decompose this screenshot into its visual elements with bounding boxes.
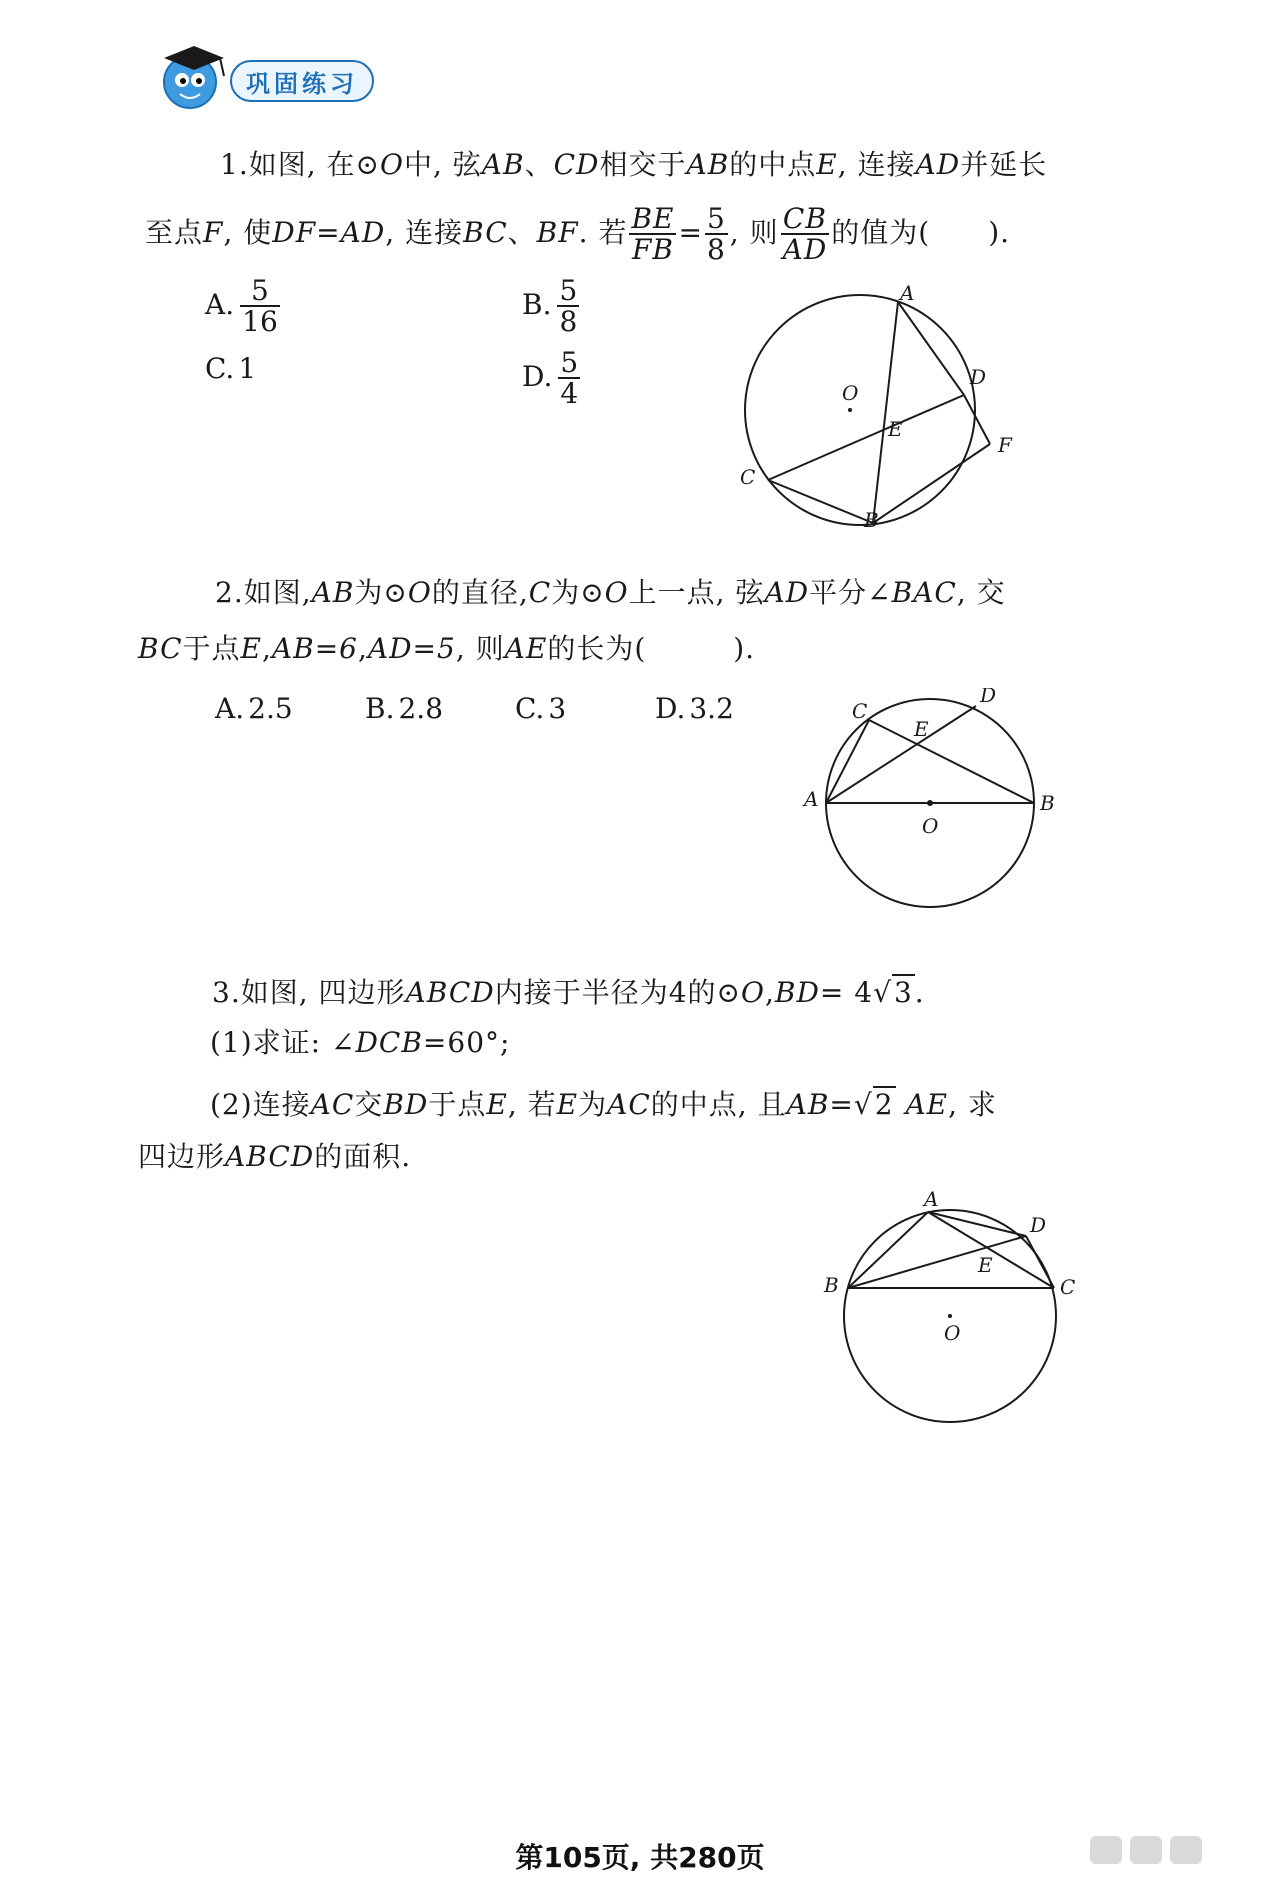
- q3-segment-ad: [928, 1212, 1026, 1236]
- q1-label-c: C: [740, 465, 756, 489]
- q2-center-dot: [927, 800, 933, 806]
- q2-segment-cb: [869, 720, 1034, 803]
- q3-label-e: E: [978, 1253, 993, 1277]
- fraction-be-fb: $\frac{BE}{FB}$: [631, 202, 675, 267]
- menu-icon[interactable]: [1170, 1836, 1202, 1864]
- viewer-toolbar: [1090, 1830, 1202, 1870]
- q2-option-b[interactable]: B. 2.8: [365, 692, 444, 725]
- q2-label-d: D: [980, 688, 997, 707]
- view-mode-icon[interactable]: [1090, 1836, 1122, 1864]
- q3-label-b: B: [824, 1273, 839, 1297]
- q3-center-dot: [948, 1314, 952, 1318]
- q2-label-c: C: [852, 699, 868, 723]
- fraction-cb-ad: $\frac{CB}{AD}$: [782, 202, 828, 267]
- q1-line2: 至点F, 使DF=AD, 连接BC、BF. 若 $\frac{BE}{FB}$ = $\frac{5}{8}$ , 则 $\frac{CB}{AD}$ 的值为( ).: [145, 202, 1011, 267]
- q3-label-a: A: [924, 1188, 939, 1211]
- q1-segment-bf: [873, 444, 990, 523]
- q2-label-b: B: [1040, 791, 1055, 815]
- fraction-5-8: $\frac{5}{8}$: [706, 202, 726, 267]
- q2-segment-ac: [826, 720, 869, 803]
- fit-width-icon[interactable]: [1130, 1836, 1162, 1864]
- q1-label-a: A: [900, 281, 915, 305]
- q1-chord-ab: [873, 302, 898, 523]
- q3-part2-line1: (2)连接AC交BD于点E, 若E为AC的中点, 且AB=√2 AE, 求: [210, 1088, 997, 1121]
- q1-segment-df: [964, 395, 990, 444]
- q2-label-a: A: [804, 787, 819, 811]
- q1-option-c[interactable]: C. 1: [205, 352, 257, 385]
- q2-chord-ad: [826, 706, 976, 803]
- q2-label-e: E: [914, 717, 929, 741]
- q1-option-d[interactable]: D. $\frac{5}{4}$: [522, 346, 579, 411]
- q1-center-dot: [848, 408, 852, 412]
- section-title: 巩固练习: [230, 60, 374, 102]
- q3-label-d: D: [1030, 1213, 1047, 1237]
- q1-label-b: B: [864, 508, 879, 532]
- q2-option-a[interactable]: A. 2.5: [215, 692, 293, 725]
- q1-segment-bc: [768, 480, 873, 523]
- q2-figure: [790, 688, 1080, 918]
- q1-chord-cd: [768, 395, 964, 480]
- q1-segment-ad: [898, 302, 964, 395]
- q2-option-d[interactable]: D. 3.2: [655, 692, 734, 725]
- q3-figure: [810, 1188, 1090, 1428]
- mascot-globe-icon: [140, 40, 240, 112]
- q1-line1: 1.如图, 在⊙O中, 弦AB、CD相交于AB的中点E, 连接AD并延长: [220, 148, 1048, 181]
- q1-option-b[interactable]: B. $\frac{5}{8}$: [522, 274, 578, 339]
- q1-figure: [730, 280, 1060, 540]
- q3-part2-line2: 四边形ABCD的面积.: [138, 1140, 412, 1173]
- page-indicator: 第105页, 共280页: [515, 1841, 765, 1874]
- q1-option-a[interactable]: A. $\frac{5}{16}$: [205, 274, 278, 339]
- q1-label-e: E: [888, 417, 903, 441]
- q1-label-d: D: [970, 365, 987, 389]
- section-badge: [140, 40, 380, 112]
- q3-line1: 3.如图, 四边形ABCD内接于半径为4的⊙O,BD= 4√3.: [212, 976, 925, 1009]
- q2-line1: 2.如图,AB为⊙O的直径,C为⊙O上一点, 弦AD平分∠BAC, 交: [215, 576, 1006, 609]
- q2-option-c[interactable]: C. 3: [515, 692, 567, 725]
- q2-line2: BC于点E,AB=6,AD=5, 则AE的长为( ).: [138, 632, 756, 665]
- q1-label-f: F: [998, 433, 1012, 457]
- q3-label-o: O: [944, 1321, 961, 1345]
- q1-circle: [745, 295, 975, 525]
- q3-label-c: C: [1060, 1275, 1076, 1299]
- q1-label-o: O: [842, 381, 859, 405]
- q3-part1: (1)求证: ∠DCB=60°;: [210, 1026, 511, 1059]
- q2-label-o: O: [922, 814, 939, 838]
